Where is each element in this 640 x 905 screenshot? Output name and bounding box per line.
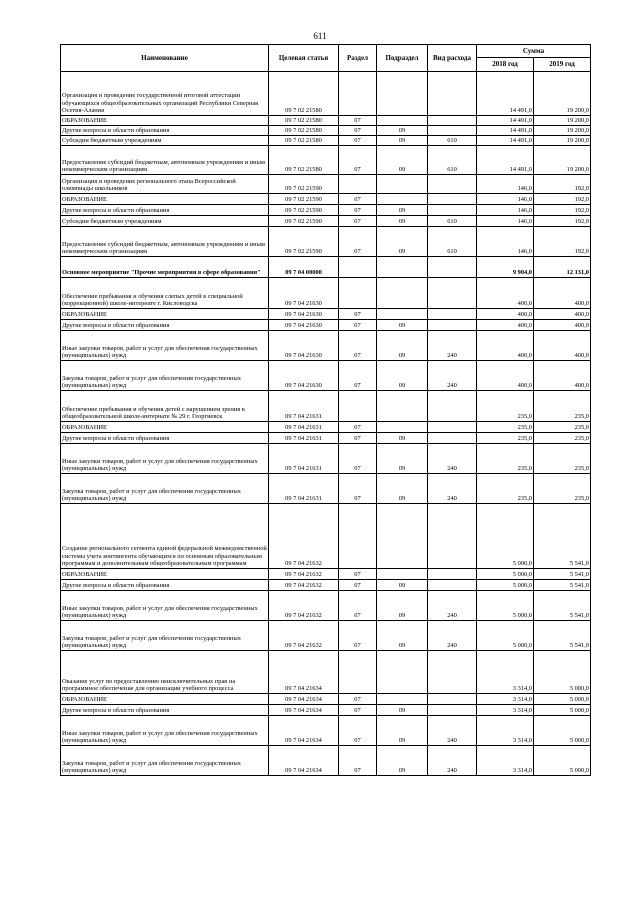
table-row <box>61 433 591 444</box>
row-section: 07 <box>339 116 377 126</box>
row-subsection: 09 <box>377 205 428 216</box>
row-2019: 5 000,0 <box>534 651 591 694</box>
row-target: 09 7 04 21630 <box>269 331 339 361</box>
row-2018: 400,0 <box>477 320 534 331</box>
row-target: 09 7 04 21632 <box>269 621 339 651</box>
row-subsection: 09 <box>377 331 428 361</box>
row-2019: 5 541,0 <box>534 621 591 651</box>
row-2018: 14 491,0 <box>477 136 534 146</box>
row-section: 07 <box>339 146 377 175</box>
page-number: 611 <box>313 31 327 41</box>
row-expense-type: 610 <box>428 216 477 227</box>
table-row <box>61 621 591 651</box>
table-row <box>61 705 591 716</box>
row-subsection <box>377 391 428 422</box>
row-target: 09 7 02 21580 <box>269 116 339 126</box>
row-target: 09 7 04 21634 <box>269 716 339 746</box>
row-2018: 5 000,0 <box>477 580 534 591</box>
row-section: 07 <box>339 705 377 716</box>
row-2018: 146,0 <box>477 205 534 216</box>
table-row <box>61 391 591 422</box>
row-section: 07 <box>339 361 377 391</box>
row-expense-type <box>428 580 477 591</box>
table-row <box>61 175 591 194</box>
row-target: 09 7 02 21580 <box>269 146 339 175</box>
row-subsection: 09 <box>377 591 428 621</box>
row-section: 07 <box>339 444 377 474</box>
row-name: ОБРАЗОВАНИЕ <box>61 194 269 205</box>
row-subsection <box>377 504 428 569</box>
row-subsection: 09 <box>377 746 428 776</box>
table-row <box>61 331 591 361</box>
row-name: Основное мероприятие "Прочие мероприятия в сфере образования" <box>61 257 269 278</box>
table-row <box>61 116 591 126</box>
row-2019: 400,0 <box>534 320 591 331</box>
row-subsection <box>377 72 428 116</box>
row-expense-type: 240 <box>428 746 477 776</box>
row-2019: 192,0 <box>534 216 591 227</box>
row-2018: 3 314,0 <box>477 651 534 694</box>
row-2018: 400,0 <box>477 278 534 309</box>
table-row <box>61 746 591 776</box>
row-expense-type: 610 <box>428 227 477 257</box>
header-2018: 2018 год <box>477 58 534 72</box>
header-sum: Сумма <box>477 45 591 58</box>
row-section <box>339 278 377 309</box>
row-subsection: 09 <box>377 361 428 391</box>
row-name: Другие вопросы в области образования <box>61 433 269 444</box>
row-name: Создание регионального сегмента единой федеральной межведомственной системы учета контингента обучающихся по основным образовательным программам и дополнительным общеобразовательным программам <box>61 504 269 569</box>
row-target: 09 7 04 21634 <box>269 746 339 776</box>
table-row <box>61 257 591 278</box>
row-subsection <box>377 257 428 278</box>
row-2018: 5 000,0 <box>477 504 534 569</box>
row-expense-type: 240 <box>428 621 477 651</box>
row-section: 07 <box>339 569 377 580</box>
row-target: 09 7 04 21634 <box>269 694 339 705</box>
row-expense-type <box>428 320 477 331</box>
row-subsection <box>377 422 428 433</box>
table-row <box>61 320 591 331</box>
header-name: Наименование <box>61 45 269 72</box>
row-2019: 235,0 <box>534 422 591 433</box>
row-section <box>339 391 377 422</box>
row-name: Иные закупки товаров, работ и услуг для обеспечения государственных (муниципальных) нужд <box>61 331 269 361</box>
row-2018: 146,0 <box>477 227 534 257</box>
row-subsection: 09 <box>377 705 428 716</box>
row-target: 09 7 02 21590 <box>269 227 339 257</box>
row-expense-type <box>428 391 477 422</box>
row-subsection: 09 <box>377 474 428 504</box>
row-subsection: 09 <box>377 216 428 227</box>
row-subsection <box>377 116 428 126</box>
row-name: ОБРАЗОВАНИЕ <box>61 422 269 433</box>
row-2018: 9 904,0 <box>477 257 534 278</box>
row-subsection: 09 <box>377 146 428 175</box>
row-target: 09 7 04 21631 <box>269 433 339 444</box>
row-section: 07 <box>339 194 377 205</box>
row-target: 09 7 04 21631 <box>269 474 339 504</box>
row-subsection <box>377 309 428 320</box>
table-row <box>61 216 591 227</box>
table-row <box>61 227 591 257</box>
row-name: Обеспечение пребывания и обучения слепых детей в специальной (коррекционной) школе-интернате г. Кисловодска <box>61 278 269 309</box>
row-2019: 5 000,0 <box>534 746 591 776</box>
row-section: 07 <box>339 591 377 621</box>
row-name: Другие вопросы в области образования <box>61 126 269 136</box>
row-expense-type: 240 <box>428 361 477 391</box>
table-row <box>61 504 591 569</box>
row-section: 07 <box>339 309 377 320</box>
table-row <box>61 474 591 504</box>
row-section: 07 <box>339 205 377 216</box>
budget-table <box>60 44 591 776</box>
row-2019: 19 200,0 <box>534 146 591 175</box>
row-2019: 235,0 <box>534 474 591 504</box>
row-target: 09 7 04 21634 <box>269 705 339 716</box>
row-name: Оказание услуг по предоставлению неисключительных прав на программное обеспечение для организации учебного процесса <box>61 651 269 694</box>
row-2018: 235,0 <box>477 444 534 474</box>
row-2019: 192,0 <box>534 194 591 205</box>
row-2019: 192,0 <box>534 227 591 257</box>
row-2018: 3 314,0 <box>477 705 534 716</box>
table-row <box>61 126 591 136</box>
row-section: 07 <box>339 227 377 257</box>
row-target: 09 7 04 21630 <box>269 278 339 309</box>
row-target: 09 7 02 21590 <box>269 194 339 205</box>
row-2018: 400,0 <box>477 309 534 320</box>
row-2018: 146,0 <box>477 175 534 194</box>
row-section: 07 <box>339 126 377 136</box>
row-2019: 19 200,0 <box>534 136 591 146</box>
table-row <box>61 569 591 580</box>
row-name: Другие вопросы в области образования <box>61 205 269 216</box>
row-expense-type: 240 <box>428 591 477 621</box>
row-expense-type: 610 <box>428 136 477 146</box>
row-2019: 5 000,0 <box>534 705 591 716</box>
row-expense-type <box>428 72 477 116</box>
row-2018: 235,0 <box>477 391 534 422</box>
row-section: 07 <box>339 331 377 361</box>
row-expense-type: 610 <box>428 146 477 175</box>
row-target: 09 7 02 21580 <box>269 72 339 116</box>
row-subsection: 09 <box>377 444 428 474</box>
table-row <box>61 309 591 320</box>
row-target: 09 7 04 21632 <box>269 504 339 569</box>
table-row <box>61 651 591 694</box>
row-expense-type <box>428 175 477 194</box>
row-2018: 146,0 <box>477 216 534 227</box>
row-section: 07 <box>339 746 377 776</box>
table-row <box>61 580 591 591</box>
row-target: 09 7 04 21634 <box>269 651 339 694</box>
row-name: ОБРАЗОВАНИЕ <box>61 569 269 580</box>
row-expense-type <box>428 126 477 136</box>
row-section <box>339 504 377 569</box>
row-section: 07 <box>339 320 377 331</box>
row-2019: 192,0 <box>534 205 591 216</box>
table-row <box>61 361 591 391</box>
row-2018: 14 491,0 <box>477 72 534 116</box>
row-subsection: 09 <box>377 580 428 591</box>
row-section <box>339 257 377 278</box>
table-body <box>61 72 591 776</box>
row-name: Другие вопросы в области образования <box>61 580 269 591</box>
row-2019: 400,0 <box>534 309 591 320</box>
table-row <box>61 278 591 309</box>
row-name: Закупка товаров, работ и услуг для обеспечения государственных (муниципальных) нужд <box>61 474 269 504</box>
row-subsection <box>377 569 428 580</box>
row-section <box>339 651 377 694</box>
row-2019: 19 200,0 <box>534 126 591 136</box>
row-expense-type <box>428 309 477 320</box>
table-row <box>61 205 591 216</box>
row-subsection <box>377 194 428 205</box>
row-2018: 5 000,0 <box>477 621 534 651</box>
table-row <box>61 194 591 205</box>
row-target: 09 7 04 21632 <box>269 569 339 580</box>
row-subsection: 09 <box>377 320 428 331</box>
row-section: 07 <box>339 216 377 227</box>
row-name: Другие вопросы в области образования <box>61 320 269 331</box>
row-2019: 400,0 <box>534 278 591 309</box>
row-expense-type <box>428 116 477 126</box>
row-name: Закупка товаров, работ и услуг для обеспечения государственных (муниципальных) нужд <box>61 746 269 776</box>
row-target: 09 7 04 21631 <box>269 422 339 433</box>
row-2018: 3 314,0 <box>477 746 534 776</box>
row-subsection: 09 <box>377 433 428 444</box>
row-subsection: 09 <box>377 621 428 651</box>
row-target: 09 7 04 21632 <box>269 591 339 621</box>
row-2019: 400,0 <box>534 361 591 391</box>
row-2018: 5 000,0 <box>477 569 534 580</box>
row-2018: 3 314,0 <box>477 716 534 746</box>
row-section: 07 <box>339 474 377 504</box>
table-row <box>61 136 591 146</box>
row-expense-type <box>428 651 477 694</box>
row-name: Иные закупки товаров, работ и услуг для обеспечения государственных (муниципальных) нужд <box>61 716 269 746</box>
row-expense-type <box>428 422 477 433</box>
row-2019: 235,0 <box>534 433 591 444</box>
row-2018: 235,0 <box>477 474 534 504</box>
header-subsection: Подраздел <box>377 45 428 72</box>
row-subsection <box>377 278 428 309</box>
row-name: Организация и проведение регионального этапа Всероссийской олимпиады школьников <box>61 175 269 194</box>
row-section: 07 <box>339 433 377 444</box>
row-expense-type <box>428 569 477 580</box>
row-name: Закупка товаров, работ и услуг для обеспечения государственных (муниципальных) нужд <box>61 361 269 391</box>
row-subsection: 09 <box>377 227 428 257</box>
table-row <box>61 444 591 474</box>
row-target: 09 7 02 21580 <box>269 126 339 136</box>
row-expense-type: 240 <box>428 474 477 504</box>
table-row <box>61 716 591 746</box>
header-target: Целевая статья <box>269 45 339 72</box>
row-2018: 14 491,0 <box>477 126 534 136</box>
row-expense-type: 240 <box>428 444 477 474</box>
row-subsection <box>377 651 428 694</box>
row-name: ОБРАЗОВАНИЕ <box>61 116 269 126</box>
row-expense-type: 240 <box>428 716 477 746</box>
row-section: 07 <box>339 580 377 591</box>
row-name: Другие вопросы в области образования <box>61 705 269 716</box>
row-name: Субсидии бюджетным учреждениям <box>61 216 269 227</box>
row-2019: 192,0 <box>534 175 591 194</box>
table-row <box>61 694 591 705</box>
row-expense-type <box>428 705 477 716</box>
row-name: Субсидии бюджетным учреждениям <box>61 136 269 146</box>
row-target: 09 7 02 21580 <box>269 136 339 146</box>
row-target: 09 7 02 21590 <box>269 216 339 227</box>
row-subsection: 09 <box>377 716 428 746</box>
row-target: 09 7 02 21590 <box>269 205 339 216</box>
row-name: Закупка товаров, работ и услуг для обеспечения государственных (муниципальных) нужд <box>61 621 269 651</box>
row-section: 07 <box>339 136 377 146</box>
header-expense-type: Вид расхода <box>428 45 477 72</box>
row-expense-type <box>428 278 477 309</box>
row-2019: 235,0 <box>534 444 591 474</box>
row-expense-type <box>428 194 477 205</box>
row-subsection <box>377 175 428 194</box>
header-section: Раздел <box>339 45 377 72</box>
row-section: 07 <box>339 694 377 705</box>
row-2019: 5 541,0 <box>534 569 591 580</box>
row-2019: 5 541,0 <box>534 580 591 591</box>
row-section <box>339 175 377 194</box>
row-expense-type <box>428 694 477 705</box>
row-target: 09 7 04 21631 <box>269 391 339 422</box>
row-expense-type <box>428 433 477 444</box>
row-2019: 19 200,0 <box>534 72 591 116</box>
row-2019: 5 541,0 <box>534 591 591 621</box>
table-row <box>61 591 591 621</box>
row-2018: 146,0 <box>477 194 534 205</box>
row-target: 09 7 04 21630 <box>269 309 339 320</box>
row-2019: 5 000,0 <box>534 694 591 705</box>
header-2019: 2019 год <box>534 58 591 72</box>
row-name: Предоставление субсидий бюджетным, автономным учреждениям и иным некоммерческим организациям <box>61 227 269 257</box>
row-target: 09 7 04 21630 <box>269 320 339 331</box>
row-name: Иные закупки товаров, работ и услуг для обеспечения государственных (муниципальных) нужд <box>61 444 269 474</box>
row-name: Обеспечение пребывания и обучения детей с нарушением зрения в общеобразовательной школе-интернате № 29 г. Георгиевск <box>61 391 269 422</box>
row-target: 09 7 04 21631 <box>269 444 339 474</box>
row-section: 07 <box>339 716 377 746</box>
table-row <box>61 146 591 175</box>
row-name: Предоставление субсидий бюджетным, автономным учреждениям и иным некоммерческим организациям <box>61 146 269 175</box>
row-name: Иные закупки товаров, работ и услуг для обеспечения государственных (муниципальных) нужд <box>61 591 269 621</box>
row-2018: 5 000,0 <box>477 591 534 621</box>
row-2019: 5 541,0 <box>534 504 591 569</box>
row-2018: 400,0 <box>477 361 534 391</box>
row-target: 09 7 04 00000 <box>269 257 339 278</box>
row-subsection <box>377 694 428 705</box>
table-row <box>61 72 591 116</box>
row-section <box>339 72 377 116</box>
row-name: ОБРАЗОВАНИЕ <box>61 309 269 320</box>
row-2019: 5 000,0 <box>534 716 591 746</box>
row-subsection: 09 <box>377 126 428 136</box>
row-target: 09 7 04 21630 <box>269 361 339 391</box>
row-target: 09 7 04 21632 <box>269 580 339 591</box>
row-target: 09 7 02 21590 <box>269 175 339 194</box>
row-name: ОБРАЗОВАНИЕ <box>61 694 269 705</box>
row-name: Организация и проведение государственной итоговой аттестации обучающихся общеобразовательных организаций Республики Северная Осетия-Алания <box>61 72 269 116</box>
row-2019: 19 200,0 <box>534 116 591 126</box>
row-2019: 400,0 <box>534 331 591 361</box>
row-2018: 235,0 <box>477 433 534 444</box>
row-2018: 235,0 <box>477 422 534 433</box>
row-subsection: 09 <box>377 136 428 146</box>
row-2018: 14 491,0 <box>477 116 534 126</box>
row-expense-type <box>428 504 477 569</box>
row-section: 07 <box>339 422 377 433</box>
row-expense-type <box>428 205 477 216</box>
row-2018: 3 314,0 <box>477 694 534 705</box>
row-2018: 14 491,0 <box>477 146 534 175</box>
table-row <box>61 422 591 433</box>
row-2019: 12 131,0 <box>534 257 591 278</box>
row-expense-type <box>428 257 477 278</box>
row-2019: 235,0 <box>534 391 591 422</box>
row-section: 07 <box>339 621 377 651</box>
row-expense-type: 240 <box>428 331 477 361</box>
row-2018: 400,0 <box>477 331 534 361</box>
